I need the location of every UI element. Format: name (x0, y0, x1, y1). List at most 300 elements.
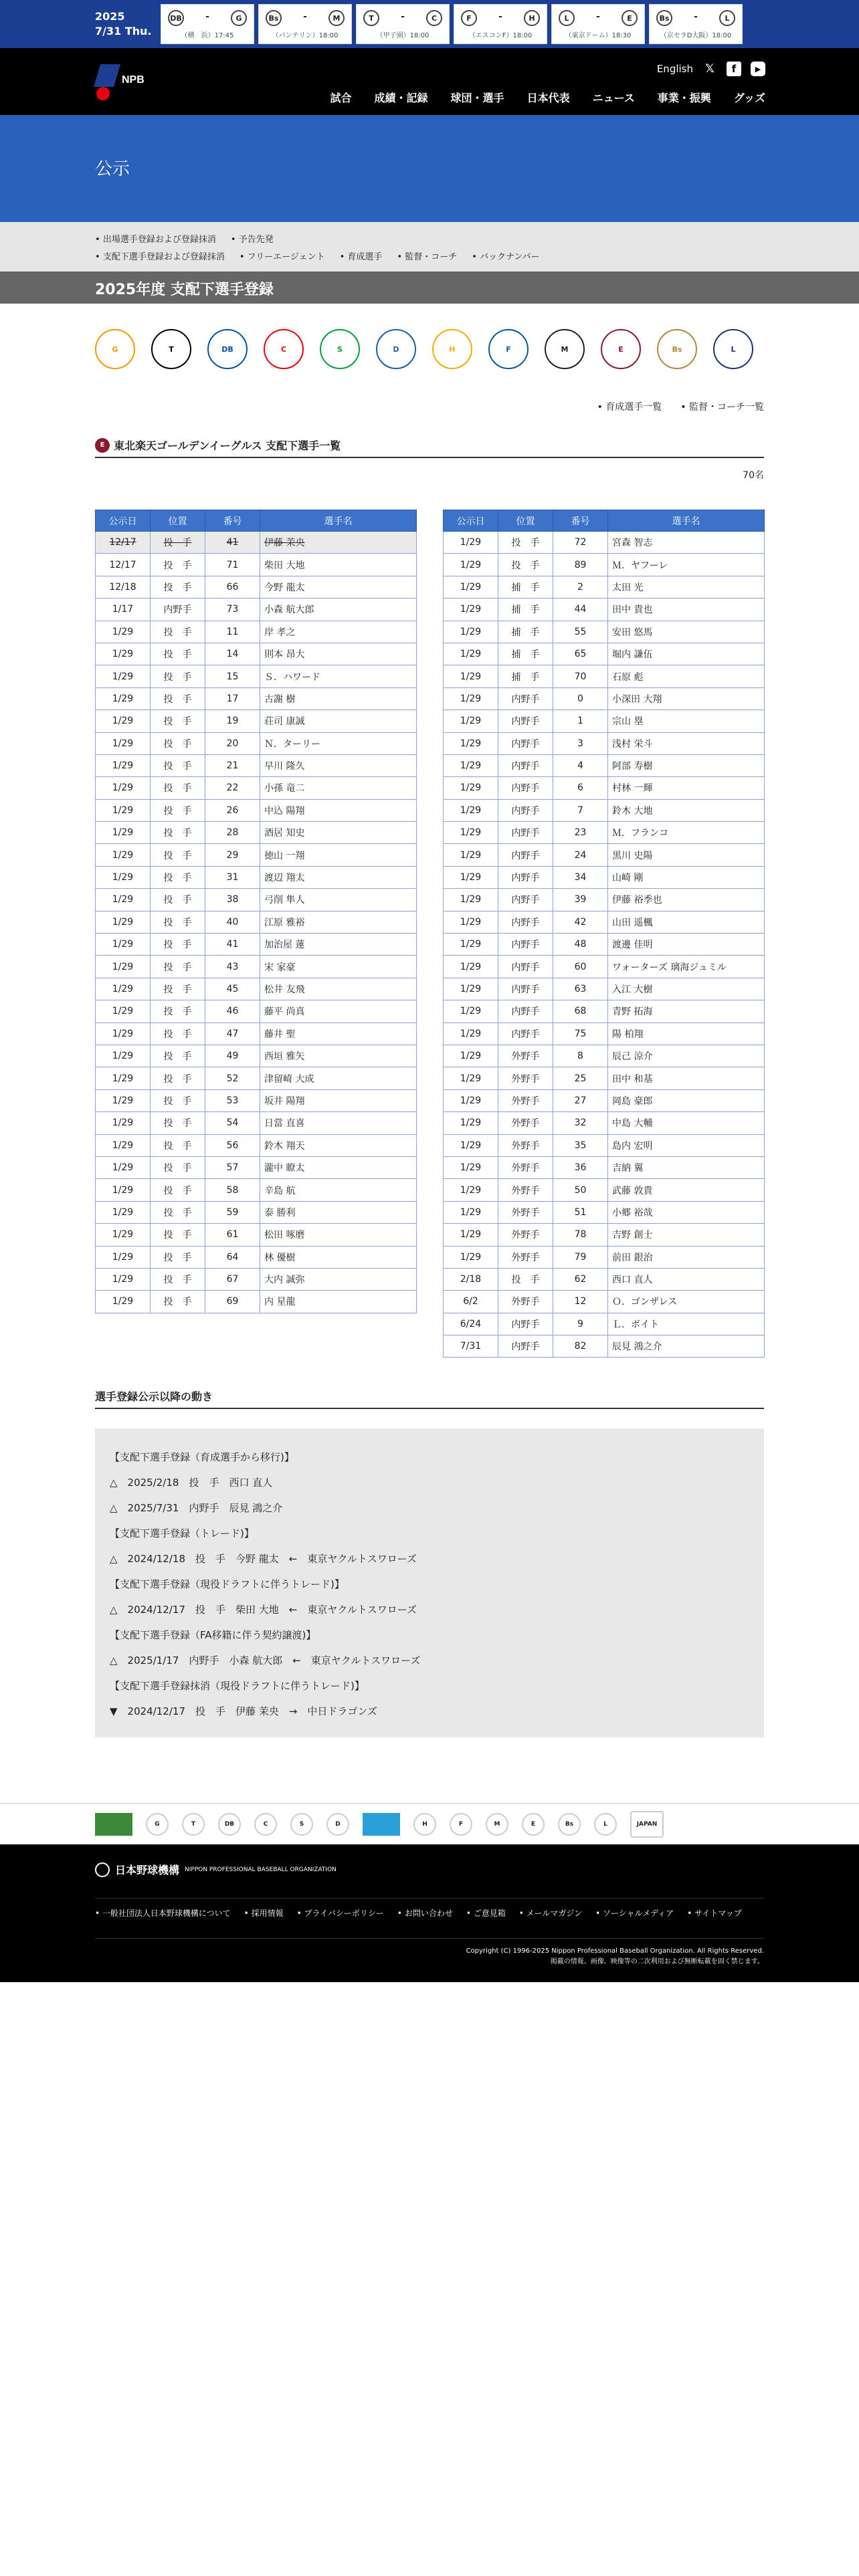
table-row (444, 1067, 765, 1089)
footer-link[interactable]: • プライバシーポリシー (297, 1907, 384, 1919)
cell-name: 吉野 創士 (608, 1224, 765, 1246)
cell-name: 山田 遥楓 (608, 911, 765, 933)
cell-number: 39 (553, 889, 608, 911)
cell-date: 1/29 (444, 576, 498, 598)
table-row (444, 532, 765, 554)
npb-logo[interactable] (94, 60, 151, 103)
cell-date: 1/29 (96, 1291, 151, 1313)
team-icon: DB (168, 10, 184, 26)
table-row (444, 554, 765, 576)
footer-link[interactable]: • ご意見箱 (466, 1907, 506, 1919)
team-heading-text: 東北楽天ゴールデンイーグルス 支配下選手一覧 (114, 439, 341, 452)
cell-name: 加治屋 蓮 (260, 934, 417, 956)
cell-position: 内野手 (498, 889, 553, 911)
table-row (96, 934, 417, 956)
cell-name: 太田 光 (608, 576, 765, 598)
cell-name: 武藤 敦貴 (608, 1179, 765, 1201)
table-row (444, 1246, 765, 1268)
col-name: 選手名 (260, 510, 417, 532)
table-row (96, 621, 417, 643)
cell-name: Ｏ．ゴンザレス (608, 1291, 765, 1313)
cell-date: 1/29 (96, 978, 151, 1000)
team-logo-l[interactable]: L (713, 329, 753, 369)
table-row (96, 822, 417, 844)
team-logo-f[interactable]: F (488, 329, 529, 369)
footer-link[interactable]: • サイトマップ (687, 1907, 742, 1919)
team-logo-s[interactable]: S (320, 329, 360, 369)
cell-number: 51 (553, 1201, 608, 1223)
cell-position: 投 手 (151, 934, 205, 956)
sponsor-logo[interactable]: DB (218, 1813, 241, 1836)
table-row (444, 1156, 765, 1178)
table-row (444, 1000, 765, 1023)
sponsor-logo[interactable]: D (326, 1813, 349, 1836)
subnav-link[interactable]: • バックナンバー (472, 252, 539, 262)
cell-position: 内野手 (498, 822, 553, 844)
cell-date: 1/29 (96, 844, 151, 866)
cell-date: 1/29 (96, 1246, 151, 1268)
cell-date: 1/29 (96, 911, 151, 933)
cell-number: 14 (205, 643, 260, 665)
cell-name: 日當 直喜 (260, 1112, 417, 1134)
table-row (444, 934, 765, 956)
cell-date: 1/29 (96, 710, 151, 732)
sponsor-logo[interactable]: Bs (558, 1813, 581, 1836)
roster-table-right (443, 510, 765, 1358)
cell-name: 泰 勝利 (260, 1201, 417, 1223)
copyright-note: 掲載の情報、画像、映像等の二次利用および無断転載を固く禁じます。 (550, 1958, 764, 1965)
cell-position: 外野手 (498, 1201, 553, 1223)
coach-list-link[interactable]: • 監督・コーチ一覧 (680, 400, 764, 413)
team-icon: L (559, 10, 575, 26)
cell-position: 内野手 (498, 799, 553, 821)
table-row (96, 978, 417, 1000)
footer-divider (95, 1938, 764, 1939)
list-links (597, 400, 764, 413)
table-row (444, 1179, 765, 1201)
table-row (96, 1179, 417, 1201)
cell-date: 2/18 (444, 1268, 498, 1290)
cell-number: 61 (205, 1224, 260, 1246)
cell-name: 村林 一輝 (608, 777, 765, 799)
cell-name: 田中 和基 (608, 1067, 765, 1089)
cell-date: 1/29 (444, 1156, 498, 1178)
sponsor-logo[interactable]: T (182, 1813, 205, 1836)
youtube-icon[interactable]: ▶ (751, 62, 765, 76)
team-icon: C (426, 10, 442, 26)
table-row (444, 799, 765, 821)
cell-date: 1/29 (96, 777, 151, 799)
cell-position: 投 手 (151, 576, 205, 598)
game-card[interactable] (161, 4, 254, 44)
cell-position: 投 手 (151, 1224, 205, 1246)
table-row (444, 732, 765, 754)
cell-name: 吉納 翼 (608, 1156, 765, 1178)
col-position: 位置 (498, 510, 553, 532)
table-row (96, 710, 417, 732)
cell-position: 内野手 (498, 1000, 553, 1023)
cell-date: 1/29 (444, 956, 498, 978)
team-logo-t[interactable]: T (151, 329, 191, 369)
footer-logo-mark (95, 1862, 110, 1877)
cell-number: 26 (205, 799, 260, 821)
site-footer (0, 1844, 859, 1982)
cell-name: Ｍ．ヤフーレ (608, 554, 765, 576)
cell-date: 12/18 (96, 576, 151, 598)
nav-item[interactable]: 試合 (330, 92, 352, 104)
cell-name: 西垣 雅矢 (260, 1045, 417, 1067)
subnav-link[interactable]: • 予告先発 (231, 235, 274, 245)
table-row (96, 866, 417, 888)
cell-position: 投 手 (151, 777, 205, 799)
movement-line: △ 2024/12/18 投 手 今野 龍太 ← 東京ヤクルトスワローズ (110, 1553, 417, 1565)
cell-name: 石原 彪 (608, 665, 765, 687)
subnav-link[interactable]: • 支配下選手登録および登録抹消 (95, 252, 225, 262)
game-score: - (694, 11, 698, 22)
table-row (96, 1000, 417, 1023)
game-info: （横 浜）17:45 (181, 32, 234, 39)
cell-position: 外野手 (498, 1156, 553, 1178)
sponsor-logo[interactable]: M (486, 1813, 508, 1836)
cell-position: 内野手 (498, 956, 553, 978)
cell-position: 外野手 (498, 1246, 553, 1268)
cell-number: 38 (205, 889, 260, 911)
subnav-link[interactable]: • 育成選手 (340, 252, 383, 262)
cell-number: 49 (205, 1045, 260, 1067)
cell-number: 63 (553, 978, 608, 1000)
cell-position: 投 手 (151, 1045, 205, 1067)
nav-item[interactable]: 事業・振興 (657, 92, 711, 104)
cell-date: 1/29 (96, 1201, 151, 1223)
team-logo-c[interactable]: C (264, 329, 304, 369)
team-selector (95, 329, 753, 369)
facebook-icon[interactable]: f (727, 62, 741, 76)
team-logo-m[interactable]: M (545, 329, 585, 369)
cell-number: 73 (205, 599, 260, 621)
team-logo-h[interactable]: H (432, 329, 472, 369)
table-row (96, 1089, 417, 1111)
table-row (96, 643, 417, 665)
cell-position: 投 手 (151, 889, 205, 911)
cell-date: 1/29 (96, 889, 151, 911)
cell-number: 53 (205, 1089, 260, 1111)
cell-position: 投 手 (151, 1089, 205, 1111)
cell-name: 中込 陽翔 (260, 799, 417, 821)
cell-name: 島内 宏明 (608, 1134, 765, 1156)
game-info: （東京ドーム）18:30 (565, 32, 632, 39)
cell-name: Ｓ．ハワード (260, 665, 417, 687)
english-link[interactable]: English (656, 63, 693, 75)
cell-number: 59 (205, 1201, 260, 1223)
cell-name: 今野 龍太 (260, 576, 417, 598)
cell-position: 投 手 (151, 1268, 205, 1290)
movement-line: 【支配下選手登録（トレード)】 (110, 1527, 254, 1539)
cell-number: 4 (553, 754, 608, 776)
cell-number: 7 (553, 799, 608, 821)
cell-number: 45 (205, 978, 260, 1000)
footer-link[interactable]: • 一般社団法人日本野球機構について (95, 1907, 231, 1919)
cell-number: 24 (553, 844, 608, 866)
table-row (444, 911, 765, 933)
cell-number: 27 (553, 1089, 608, 1111)
team-icon: F (461, 10, 477, 26)
footer-link[interactable]: • ソーシャルメディア (595, 1907, 674, 1919)
cell-number: 41 (205, 532, 260, 554)
footer-link[interactable]: • メールマガジン (519, 1907, 582, 1919)
cell-number: 62 (553, 1268, 608, 1290)
movement-line: 【支配下選手登録抹消（現役ドラフトに伴うトレード)】 (110, 1680, 365, 1692)
cell-date: 1/29 (444, 621, 498, 643)
nav-item[interactable]: グッズ (733, 92, 765, 104)
cell-position: 内野手 (151, 599, 205, 621)
cell-position: 投 手 (151, 532, 205, 554)
table-row (444, 754, 765, 776)
movement-heading: 選手登録公示以降の動き (95, 1388, 764, 1409)
cell-date: 1/29 (444, 532, 498, 554)
cell-position: 外野手 (498, 1045, 553, 1067)
sponsor-logo[interactable]: S (290, 1813, 313, 1836)
cell-position: 捕 手 (498, 665, 553, 687)
score-year: 2025 (95, 10, 125, 23)
table-row (444, 576, 765, 598)
table-row (96, 732, 417, 754)
subnav-link[interactable]: • 出場選手登録および登録抹消 (95, 235, 216, 245)
cell-name: 小郷 裕哉 (608, 1201, 765, 1223)
sponsor-logo[interactable]: JAPAN (630, 1811, 664, 1838)
cell-position: 内野手 (498, 911, 553, 933)
team-icon: T (363, 10, 379, 26)
team-logo-d[interactable]: D (376, 329, 416, 369)
cell-number: 67 (205, 1268, 260, 1290)
footer-logo[interactable] (95, 1862, 337, 1877)
cell-name: 伊藤 裕季也 (608, 889, 765, 911)
table-row (444, 710, 765, 732)
cell-position: 投 手 (151, 978, 205, 1000)
cell-number: 40 (205, 911, 260, 933)
nav-item[interactable]: 成績・記録 (374, 92, 428, 104)
cell-number: 60 (553, 956, 608, 978)
subnav-link[interactable]: • フリーエージェント (240, 252, 325, 262)
cell-name: 辰己 涼介 (608, 1045, 765, 1067)
team-logo-e[interactable]: E (601, 329, 641, 369)
cell-position: 投 手 (151, 643, 205, 665)
cell-name: 宮森 智志 (608, 532, 765, 554)
table-row (96, 554, 417, 576)
cell-name: 津留崎 大成 (260, 1067, 417, 1089)
cell-position: 投 手 (151, 799, 205, 821)
cell-name: 徳山 一翔 (260, 844, 417, 866)
game-card[interactable] (454, 4, 547, 44)
cell-name: 鈴木 大地 (608, 799, 765, 821)
sponsor-logo[interactable]: L (594, 1813, 617, 1836)
cell-number: 2 (553, 576, 608, 598)
cell-position: 投 手 (151, 1179, 205, 1201)
cell-position: 投 手 (151, 956, 205, 978)
footer-link[interactable]: • 採用情報 (244, 1907, 284, 1919)
ikusei-list-link[interactable]: • 育成選手一覧 (597, 400, 662, 413)
cell-date: 1/29 (444, 599, 498, 621)
cell-name: 酒居 知史 (260, 822, 417, 844)
cell-position: 外野手 (498, 1112, 553, 1134)
cell-date: 1/29 (96, 1023, 151, 1045)
cell-number: 44 (553, 599, 608, 621)
site-header (0, 48, 859, 115)
sponsor-logo[interactable] (363, 1813, 400, 1836)
sponsor-logo[interactable]: C (254, 1813, 277, 1836)
movement-line: △ 2025/1/17 内野手 小森 航大郎 ← 東京ヤクルトスワローズ (110, 1654, 421, 1667)
cell-date: 1/29 (444, 934, 498, 956)
subnav-link[interactable]: • 監督・コーチ (397, 252, 457, 262)
table-row (96, 1224, 417, 1246)
game-card[interactable] (551, 4, 645, 44)
table-row (96, 1268, 417, 1290)
cell-position: 投 手 (151, 1291, 205, 1313)
team-icon: L (719, 10, 735, 26)
cell-position: 内野手 (498, 777, 553, 799)
game-info: （バンテリン）18:00 (272, 32, 339, 39)
team-icon: M (328, 10, 345, 26)
footer-link[interactable]: • お問い合わせ (397, 1907, 453, 1919)
cell-name: Ｍ．フランコ (608, 822, 765, 844)
copyright-line: Copyright (C) 1996-2025 Nippon Professional Baseball Organization. All Rights Reserved. (466, 1947, 764, 1955)
sponsor-logo[interactable] (95, 1813, 132, 1836)
cell-name: 柴田 大地 (260, 554, 417, 576)
nav-item[interactable]: ニュース (592, 92, 635, 104)
page-title: 公示 (95, 159, 130, 179)
game-card[interactable] (649, 4, 743, 44)
cell-name: 大内 誠弥 (260, 1268, 417, 1290)
sponsor-logo[interactable]: F (450, 1813, 472, 1836)
cell-number: 11 (205, 621, 260, 643)
cell-number: 1 (553, 710, 608, 732)
game-card[interactable] (258, 4, 352, 44)
cell-position: 投 手 (151, 866, 205, 888)
nav-item[interactable]: 日本代表 (527, 92, 570, 104)
cell-position: 外野手 (498, 1291, 553, 1313)
cell-date: 1/29 (96, 665, 151, 687)
table-row (96, 1067, 417, 1089)
team-logo-bs[interactable]: Bs (657, 329, 697, 369)
cell-date: 1/29 (444, 1112, 498, 1134)
cell-position: 投 手 (151, 554, 205, 576)
date-box (95, 9, 161, 39)
cell-name: 小孫 竜二 (260, 777, 417, 799)
cell-date: 1/29 (444, 866, 498, 888)
cell-number: 48 (553, 934, 608, 956)
cell-date: 1/29 (444, 1179, 498, 1201)
cell-position: 内野手 (498, 866, 553, 888)
cell-name: ワォーターズ 璃海ジュミル (608, 956, 765, 978)
cell-date: 1/29 (96, 687, 151, 710)
table-row (444, 1335, 765, 1358)
table-row (96, 844, 417, 866)
cell-name: 辰見 鴻之介 (608, 1335, 765, 1358)
cell-name: 岸 孝之 (260, 621, 417, 643)
nav-item[interactable]: 球団・選手 (450, 92, 504, 104)
cell-name: 陽 柏翔 (608, 1023, 765, 1045)
cell-position: 投 手 (151, 1134, 205, 1156)
team-logo-db[interactable]: DB (207, 329, 248, 369)
cell-position: 投 手 (151, 1156, 205, 1178)
cell-number: 72 (553, 532, 608, 554)
cell-date: 1/29 (444, 844, 498, 866)
player-count: 70名 (743, 470, 764, 481)
cell-position: 投 手 (151, 732, 205, 754)
table-row (444, 1089, 765, 1111)
cell-date: 1/29 (96, 956, 151, 978)
table-row (96, 687, 417, 710)
cell-number: 3 (553, 732, 608, 754)
cell-position: 外野手 (498, 1179, 553, 1201)
cell-number: 25 (553, 1067, 608, 1089)
cell-name: 早川 隆久 (260, 754, 417, 776)
cell-position: 投 手 (151, 911, 205, 933)
table-row (444, 599, 765, 621)
sponsor-logo[interactable]: E (522, 1813, 545, 1836)
roster-table-left (95, 510, 417, 1313)
cell-position: 投 手 (151, 665, 205, 687)
cell-position: 外野手 (498, 1224, 553, 1246)
x-icon[interactable]: 𝕏 (705, 62, 714, 76)
table-row (96, 599, 417, 621)
cell-name: 宗山 塁 (608, 710, 765, 732)
movement-box (95, 1428, 764, 1737)
cell-name: 宋 家豪 (260, 956, 417, 978)
movement-line: △ 2025/2/18 投 手 西口 直人 (110, 1477, 273, 1489)
col-date: 公示日 (96, 510, 151, 532)
table-row (96, 1045, 417, 1067)
cell-date: 1/29 (444, 978, 498, 1000)
cell-name: 辛島 航 (260, 1179, 417, 1201)
table-row (96, 777, 417, 799)
section-title: 2025年度 支配下選手登録 (0, 272, 859, 304)
cell-number: 47 (205, 1023, 260, 1045)
cell-date: 1/29 (444, 1089, 498, 1111)
cell-position: 内野手 (498, 844, 553, 866)
cell-position: 投 手 (498, 532, 553, 554)
cell-position: 内野手 (498, 732, 553, 754)
cell-number: 23 (553, 822, 608, 844)
cell-date: 1/29 (444, 732, 498, 754)
cell-number: 64 (205, 1246, 260, 1268)
cell-date: 6/24 (444, 1313, 498, 1335)
cell-name: 荘司 康誠 (260, 710, 417, 732)
sponsor-strip (0, 1803, 859, 1844)
cell-position: 投 手 (151, 687, 205, 710)
cell-date: 1/29 (96, 1134, 151, 1156)
cell-number: 57 (205, 1156, 260, 1178)
cell-date: 12/17 (96, 554, 151, 576)
game-card[interactable] (356, 4, 450, 44)
table-row (96, 1156, 417, 1178)
cell-date: 1/29 (444, 710, 498, 732)
cell-date: 1/29 (96, 1179, 151, 1201)
cell-position: 捕 手 (498, 599, 553, 621)
team-logo-g[interactable]: G (95, 329, 135, 369)
cell-name: 岡島 豪郎 (608, 1089, 765, 1111)
cell-number: 36 (553, 1156, 608, 1178)
sponsor-logo[interactable]: H (413, 1813, 436, 1836)
global-nav (330, 90, 765, 105)
sponsor-logo[interactable]: G (146, 1813, 169, 1836)
cell-date: 1/29 (444, 1201, 498, 1223)
table-row (96, 911, 417, 933)
cell-name: 中島 大輔 (608, 1112, 765, 1134)
cell-number: 68 (553, 1000, 608, 1023)
table-row (444, 822, 765, 844)
cell-name: 山崎 剛 (608, 866, 765, 888)
table-row (444, 1045, 765, 1067)
